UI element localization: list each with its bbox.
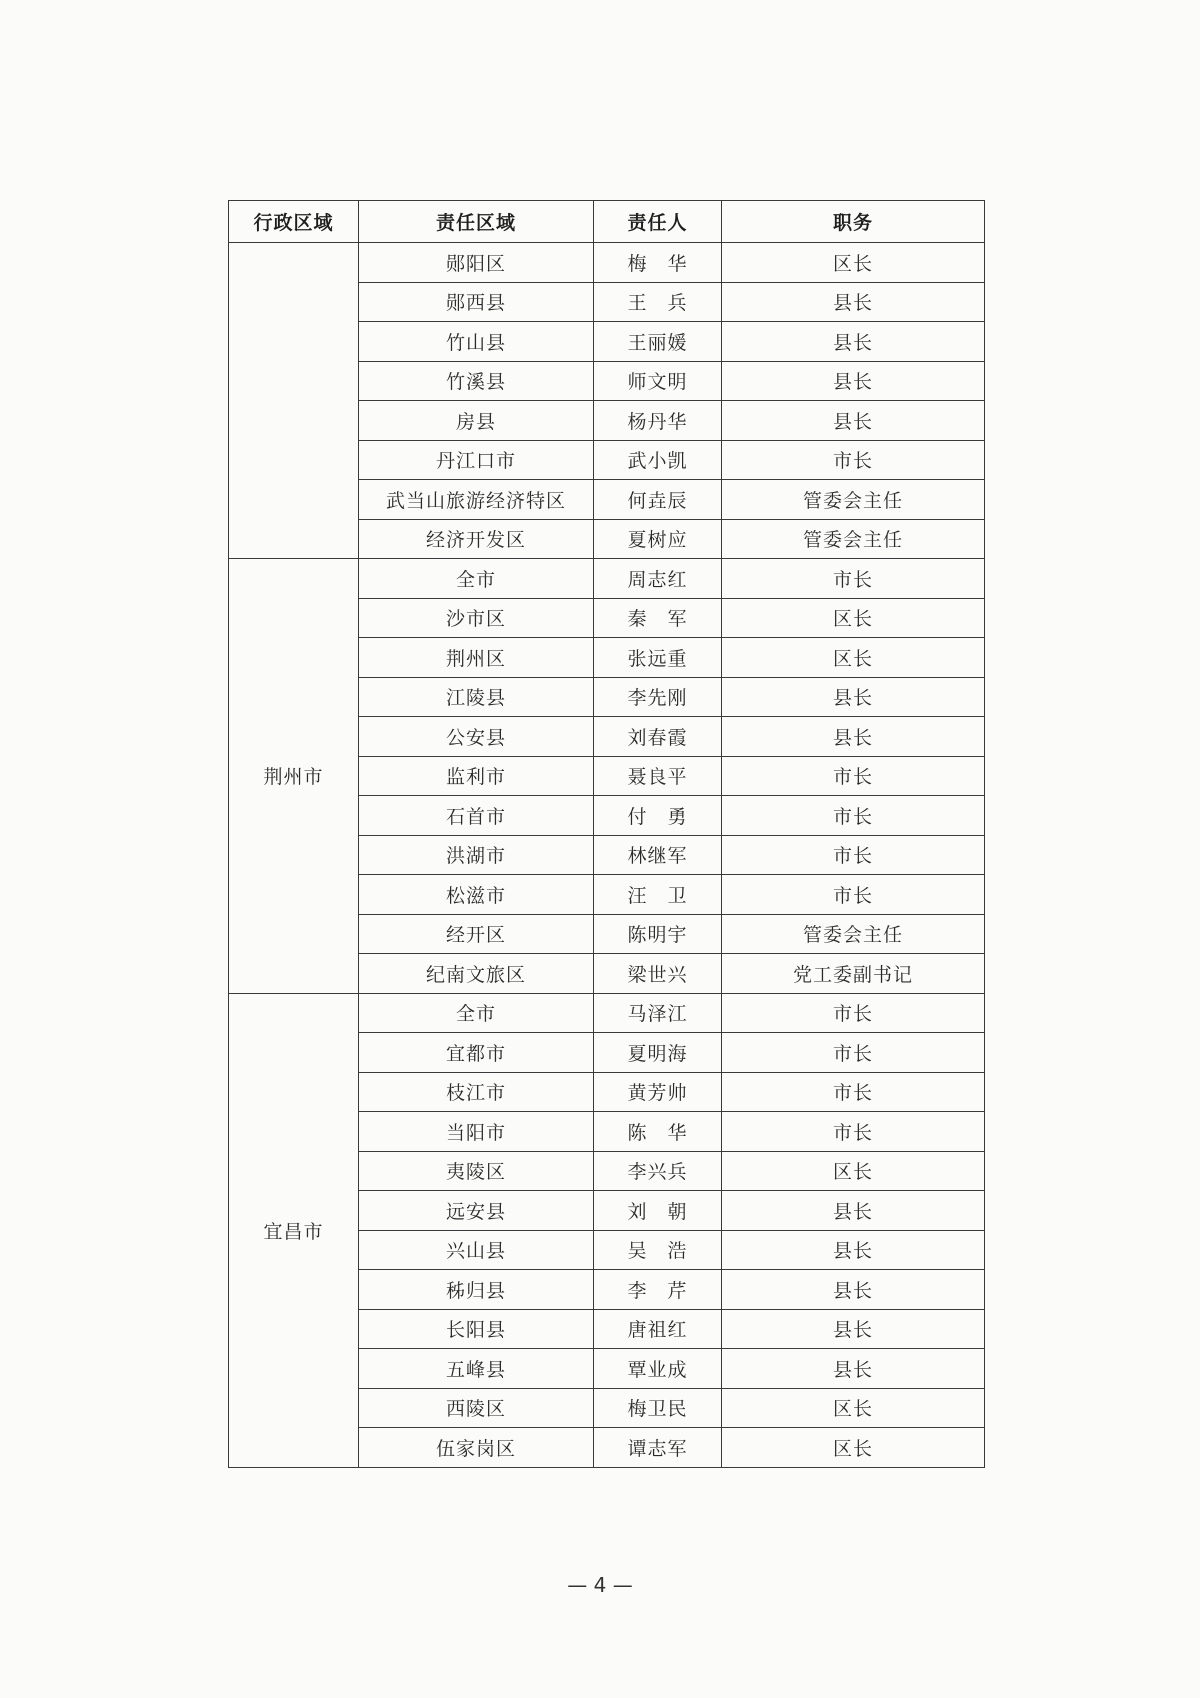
- responsibility-area-cell: 公安县: [359, 717, 594, 757]
- position-cell: 县长: [722, 1191, 985, 1231]
- responsibility-area-cell: 松滋市: [359, 875, 594, 915]
- position-cell: 市长: [722, 440, 985, 480]
- position-cell: 区长: [722, 1151, 985, 1191]
- position-cell: 县长: [722, 1270, 985, 1310]
- header-admin-region: 行政区域: [229, 201, 359, 243]
- responsibility-area-cell: 远安县: [359, 1191, 594, 1231]
- responsible-person-cell: 聂良平: [594, 756, 722, 796]
- position-cell: 县长: [722, 717, 985, 757]
- responsible-person-cell: 张远重: [594, 638, 722, 678]
- responsible-person-cell: 秦 军: [594, 598, 722, 638]
- responsible-person-cell: 汪 卫: [594, 875, 722, 915]
- admin-region-cell: [229, 243, 359, 559]
- admin-region-cell: 宜昌市: [229, 993, 359, 1467]
- responsible-person-cell: 李先刚: [594, 677, 722, 717]
- position-cell: 县长: [722, 361, 985, 401]
- responsibility-area-cell: 全市: [359, 993, 594, 1033]
- responsibility-area-cell: 经开区: [359, 914, 594, 954]
- responsible-person-cell: 师文明: [594, 361, 722, 401]
- responsibility-area-cell: 兴山县: [359, 1230, 594, 1270]
- responsible-person-cell: 马泽江: [594, 993, 722, 1033]
- responsibility-area-cell: 枝江市: [359, 1072, 594, 1112]
- responsible-person-cell: 梅卫民: [594, 1388, 722, 1428]
- responsibility-area-cell: 伍家岗区: [359, 1428, 594, 1468]
- page-number: — 4 —: [567, 1573, 633, 1597]
- position-cell: 县长: [722, 677, 985, 717]
- responsible-person-cell: 杨丹华: [594, 401, 722, 441]
- responsible-person-cell: 梅 华: [594, 243, 722, 283]
- responsibility-area-cell: 西陵区: [359, 1388, 594, 1428]
- position-cell: 市长: [722, 1112, 985, 1152]
- position-cell: 市长: [722, 835, 985, 875]
- table-body: [229, 243, 985, 1468]
- responsibility-area-cell: 宜都市: [359, 1033, 594, 1073]
- responsible-person-cell: 何垚辰: [594, 480, 722, 520]
- responsible-person-cell: 陈明宇: [594, 914, 722, 954]
- header-position: 职务: [722, 201, 985, 243]
- responsibility-area-cell: 郧阳区: [359, 243, 594, 283]
- responsibility-area-cell: 纪南文旅区: [359, 954, 594, 994]
- responsible-person-cell: 夏树应: [594, 519, 722, 559]
- responsibility-area-cell: 房县: [359, 401, 594, 441]
- responsibility-area-cell: 丹江口市: [359, 440, 594, 480]
- responsibility-area-cell: 洪湖市: [359, 835, 594, 875]
- position-cell: 管委会主任: [722, 480, 985, 520]
- table-row: [229, 993, 985, 1033]
- responsible-person-cell: 吴 浩: [594, 1230, 722, 1270]
- responsible-person-cell: 王丽媛: [594, 322, 722, 362]
- responsibility-table: [228, 200, 985, 1468]
- position-cell: 管委会主任: [722, 519, 985, 559]
- responsible-person-cell: 李 芹: [594, 1270, 722, 1310]
- responsibility-area-cell: 竹山县: [359, 322, 594, 362]
- position-cell: 区长: [722, 243, 985, 283]
- responsible-person-cell: 谭志军: [594, 1428, 722, 1468]
- responsibility-area-cell: 石首市: [359, 796, 594, 836]
- header-responsibility-area: 责任区域: [359, 201, 594, 243]
- position-cell: 市长: [722, 1072, 985, 1112]
- position-cell: 县长: [722, 401, 985, 441]
- position-cell: 县长: [722, 322, 985, 362]
- position-cell: 区长: [722, 1428, 985, 1468]
- responsible-person-cell: 夏明海: [594, 1033, 722, 1073]
- responsible-person-cell: 刘春霞: [594, 717, 722, 757]
- responsible-person-cell: 刘 朝: [594, 1191, 722, 1231]
- responsibility-area-cell: 沙市区: [359, 598, 594, 638]
- table-header-row: [229, 201, 985, 243]
- position-cell: 市长: [722, 559, 985, 599]
- responsibility-area-cell: 五峰县: [359, 1349, 594, 1389]
- position-cell: 市长: [722, 796, 985, 836]
- responsible-person-cell: 林继军: [594, 835, 722, 875]
- position-cell: 县长: [722, 1230, 985, 1270]
- responsible-person-cell: 梁世兴: [594, 954, 722, 994]
- position-cell: 党工委副书记: [722, 954, 985, 994]
- responsible-person-cell: 陈 华: [594, 1112, 722, 1152]
- responsible-person-cell: 付 勇: [594, 796, 722, 836]
- position-cell: 区长: [722, 1388, 985, 1428]
- admin-region-cell: 荆州市: [229, 559, 359, 994]
- responsibility-area-cell: 当阳市: [359, 1112, 594, 1152]
- responsible-person-cell: 王 兵: [594, 282, 722, 322]
- responsible-person-cell: 唐祖红: [594, 1309, 722, 1349]
- position-cell: 区长: [722, 598, 985, 638]
- position-cell: 区长: [722, 638, 985, 678]
- position-cell: 市长: [722, 756, 985, 796]
- responsibility-area-cell: 江陵县: [359, 677, 594, 717]
- position-cell: 县长: [722, 1309, 985, 1349]
- responsibility-area-cell: 夷陵区: [359, 1151, 594, 1191]
- responsibility-area-cell: 秭归县: [359, 1270, 594, 1310]
- responsibility-area-cell: 全市: [359, 559, 594, 599]
- responsible-person-cell: 周志红: [594, 559, 722, 599]
- position-cell: 管委会主任: [722, 914, 985, 954]
- responsibility-area-cell: 经济开发区: [359, 519, 594, 559]
- responsible-person-cell: 覃业成: [594, 1349, 722, 1389]
- responsibility-area-cell: 郧西县: [359, 282, 594, 322]
- table-row: [229, 559, 985, 599]
- position-cell: 县长: [722, 1349, 985, 1389]
- header-responsible-person: 责任人: [594, 201, 722, 243]
- responsibility-area-cell: 长阳县: [359, 1309, 594, 1349]
- responsibility-area-cell: 武当山旅游经济特区: [359, 480, 594, 520]
- position-cell: 市长: [722, 1033, 985, 1073]
- responsibility-area-cell: 荆州区: [359, 638, 594, 678]
- responsibility-area-cell: 竹溪县: [359, 361, 594, 401]
- responsibility-area-cell: 监利市: [359, 756, 594, 796]
- position-cell: 市长: [722, 993, 985, 1033]
- responsible-person-cell: 黄芳帅: [594, 1072, 722, 1112]
- table-row: [229, 243, 985, 283]
- responsible-person-cell: 李兴兵: [594, 1151, 722, 1191]
- responsible-person-cell: 武小凯: [594, 440, 722, 480]
- position-cell: 市长: [722, 875, 985, 915]
- position-cell: 县长: [722, 282, 985, 322]
